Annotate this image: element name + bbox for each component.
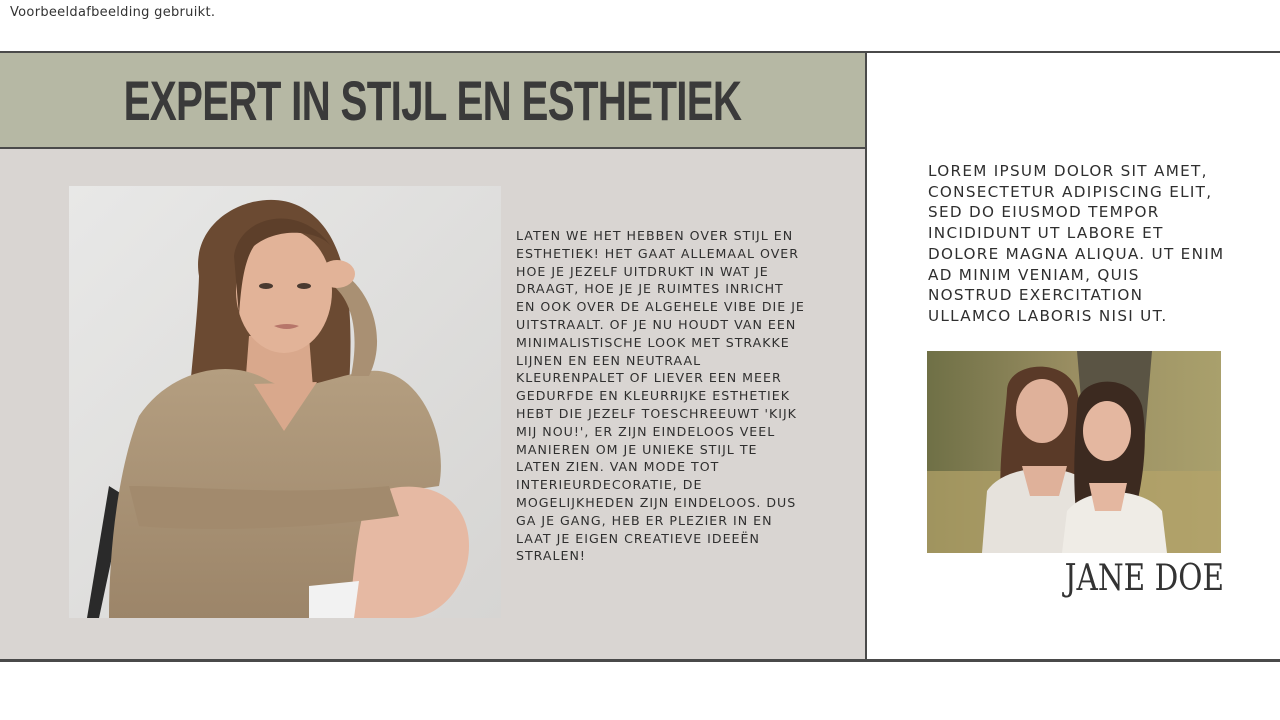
portrait-photo — [69, 186, 501, 618]
side-paragraph: LOREM IPSUM DOLOR SIT AMET, CONSECTETUR ADIPISCING ELIT, SED DO EIUSMOD TEMPOR INCIDIDUNT UT LABORE ET DOLORE MAGNA ALIQUA. UT ENIM AD MINIM VENIAM, QUIS NOSTRUD EXERCITATION ULLAMCO LABORIS NISI UT. — [928, 162, 1225, 325]
friends-photo — [927, 351, 1221, 553]
title-band-divider — [0, 147, 865, 149]
page-title: EXPERT IN STIJL EN ESTHETIEK — [123, 68, 742, 132]
bottom-frame-line — [0, 659, 1280, 662]
author-name: JANE DOE — [1064, 558, 1224, 599]
friends-photo-illustration — [927, 351, 1221, 553]
placeholder-note: Voorbeeldafbeelding gebruikt. — [10, 5, 216, 20]
body-paragraph: LATEN WE HET HEBBEN OVER STIJL EN ESTHETIEK! HET GAAT ALLEMAAL OVER HOE JE JEZELF UITDRUKT IN WAT JE DRAAGT, HOE JE JE RUIMTES INRICHT EN OOK OVER DE ALGEHELE VIBE DIE JE UITSTRAALT. OF JE NU HOUDT VAN EEN MINIMALISTISCHE LOOK MET STRAKKE LIJNEN EN EEN NEUTRAAL KLEURENPALET OF LIEVER EEN MEER GEDURFDE EN KLEURRIJKE ESTHETIEK HEBT DIE JEZELF TOESCHREEUWT 'KIJK MIJ NOU!', ER ZIJN EINDELOOS VEEL MANIEREN OM JE UNIEKE STIJL TE LATEN ZIEN. VAN MODE TOT INTERIEURDECORATIE, DE MOGELIJKHEDEN ZIJN EINDELOOS. DUS GA JE GANG, HEB ER PLEZIER IN EN LAAT JE EIGEN CREATIEVE IDEEËN STRALEN! — [516, 228, 805, 564]
portrait-photo-illustration — [69, 186, 501, 618]
vertical-divider — [865, 53, 867, 659]
